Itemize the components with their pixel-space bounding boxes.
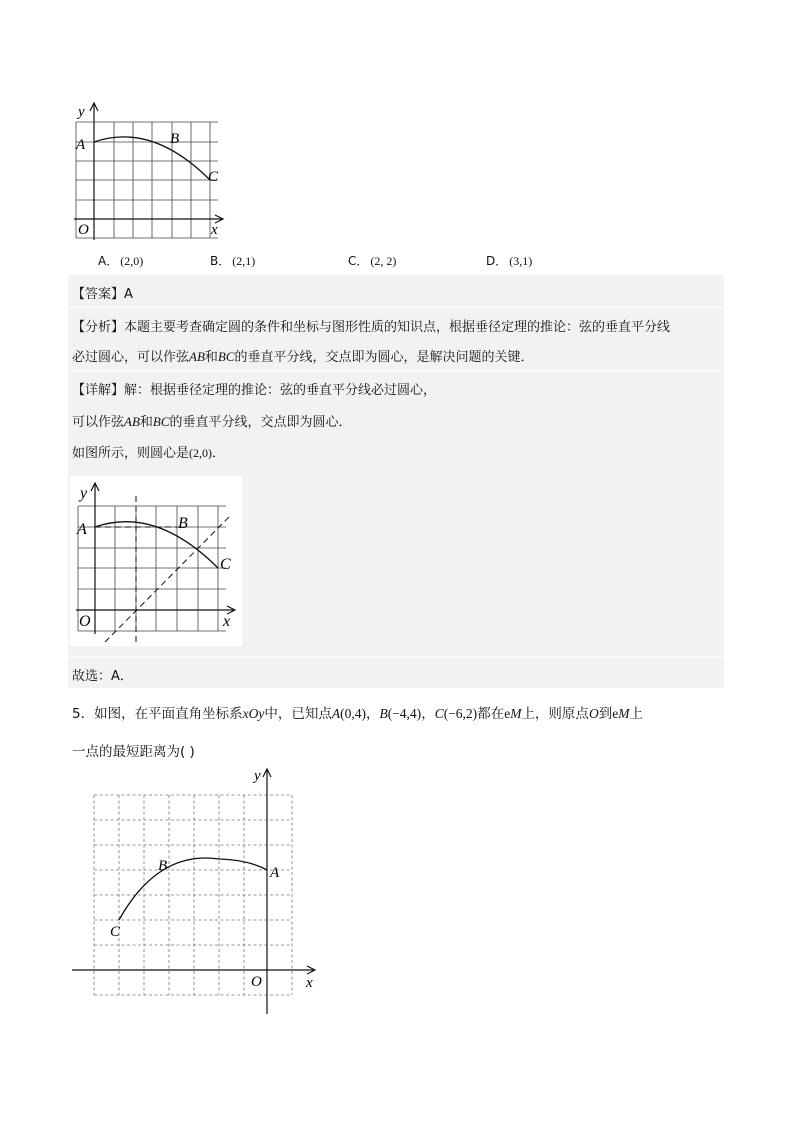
option-a[interactable]: [98, 252, 143, 269]
q5-text-3: 都在: [477, 706, 505, 722]
detail-text-3a: 如图所示，则圆心是: [72, 446, 190, 461]
fig3-point-b-label: B: [158, 858, 168, 874]
fig2-y-label: y: [80, 485, 88, 502]
fig1-x-label: x: [211, 222, 218, 238]
detail-center-value: (2,0): [189, 446, 213, 460]
analysis-line-2: [72, 346, 534, 365]
detail-line-1: [72, 379, 436, 398]
answer-value: A: [124, 287, 133, 302]
q5-text-2: 中，已知点: [264, 706, 332, 722]
q5-circle-symbol-1: e: [504, 706, 511, 721]
q5-origin: O: [588, 706, 599, 721]
q5-point-b: B: [379, 706, 388, 721]
option-c[interactable]: [348, 252, 396, 269]
fig1-point-a-label: A: [76, 137, 86, 153]
detail-line-3: [72, 442, 225, 461]
option-b-value: (2,1): [232, 254, 256, 268]
answer-line: [72, 283, 133, 302]
choose-text: 故选：A．: [72, 669, 133, 684]
fig1-point-b-label: B: [170, 131, 180, 147]
analysis-line-1: [72, 316, 670, 335]
answer-tag: 【答案】: [72, 287, 125, 302]
q5-number: 5．: [72, 706, 95, 722]
fig3-x-label: x: [306, 975, 313, 991]
analysis-and: 和: [204, 350, 218, 365]
q5-point-c-coord: (−6,2): [443, 706, 478, 721]
option-c-value: (2, 2): [370, 254, 397, 268]
fig1-y-label: y: [78, 104, 85, 120]
answer-band: [68, 275, 724, 307]
q5-circle-m-2: M: [618, 706, 630, 721]
detail-tag: 【详解】: [72, 383, 125, 398]
choose-band: [68, 658, 724, 688]
q5-circle-symbol-2: e: [612, 706, 619, 721]
detail-text-1: 解：根据垂径定理的推论：弦的垂直平分线必过圆心，: [124, 383, 437, 398]
question-5-line-2: [72, 740, 195, 760]
option-a-value: (2,0): [120, 254, 144, 268]
q5-circle-m-1: M: [510, 706, 522, 721]
fig2-point-c-label: C: [220, 556, 231, 573]
q5-sep-2: ，: [421, 706, 435, 722]
q5-text-4: 上，则原点: [521, 706, 589, 722]
fig1-point-c-label: C: [208, 169, 219, 185]
q5-xoy: xOy: [242, 706, 265, 721]
fig3-y-label: y: [254, 768, 261, 784]
fig2-point-a-label: A: [77, 521, 87, 538]
fig2-x-label: x: [223, 613, 231, 630]
fig2-origin-label: O: [79, 613, 91, 630]
detail-text-2a: 可以作弦: [72, 415, 125, 430]
q5-text-5: 到: [598, 706, 613, 722]
fig1-origin-label: O: [78, 222, 89, 238]
analysis-tag: 【分析】: [72, 320, 125, 335]
detail-text-2b: 的垂直平分线，交点即为圆心．: [169, 415, 352, 430]
fig3-point-c-label: C: [110, 924, 121, 940]
analysis-chord-ab: AB: [189, 349, 205, 364]
question-5-line-1: [72, 702, 643, 722]
fig2-point-b-label: B: [178, 515, 188, 532]
option-b[interactable]: [210, 252, 255, 269]
q5-point-b-coord: (−4,4): [387, 706, 422, 721]
analysis-text-2a: 必过圆心，可以作弦: [72, 350, 190, 365]
figure-3-question-5: [66, 762, 326, 1018]
detail-chord-bc: BC: [152, 414, 170, 429]
detail-and: 和: [139, 415, 153, 430]
option-d-value: (3,1): [509, 254, 533, 268]
q5-point-a-coord: (0,4): [340, 706, 366, 721]
option-d[interactable]: [486, 252, 532, 269]
option-d-letter: D．: [486, 254, 508, 268]
q5-text-6: 上: [629, 706, 643, 722]
choose-line: [72, 665, 133, 684]
analysis-text-1: 本题主要考查确定圆的条件和坐标与图形性质的知识点，根据垂径定理的推论：弦的垂直平分线: [124, 320, 671, 335]
option-a-letter: A．: [98, 254, 119, 268]
figure-2-solution: [70, 476, 242, 646]
figure-1-grid: [70, 98, 230, 242]
analysis-chord-bc: BC: [217, 349, 235, 364]
option-c-letter: C．: [348, 254, 369, 268]
detail-text-3b: ．: [212, 446, 226, 461]
detail-chord-ab: AB: [124, 414, 140, 429]
q5-point-c: C: [434, 706, 444, 721]
detail-line-2: [72, 411, 352, 430]
q5-point-a: A: [331, 706, 341, 721]
fig3-origin-label: O: [251, 974, 262, 990]
q5-text-line-2: 一点的最短距离为( ): [72, 744, 195, 760]
q5-text-1: 如图，在平面直角坐标系: [94, 706, 243, 722]
fig3-point-a-label: A: [270, 865, 280, 881]
analysis-text-2b: 的垂直平分线，交点即为圆心，是解决问题的关键．: [234, 350, 534, 365]
q5-sep-1: ，: [365, 706, 380, 722]
option-b-letter: B．: [210, 254, 231, 268]
